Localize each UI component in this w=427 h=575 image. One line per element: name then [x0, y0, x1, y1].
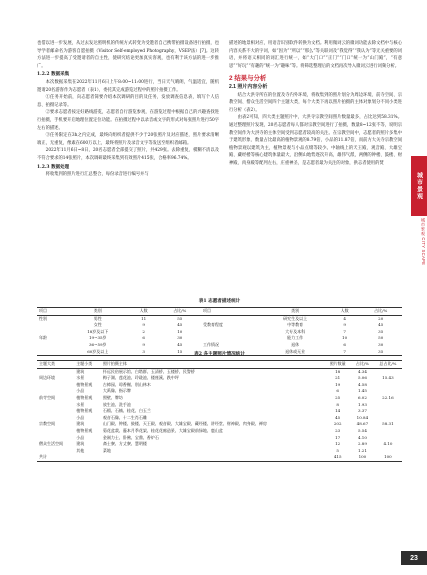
paragraph: 2022年11月6日~8日，20名志愿者全部提交了照片，共429张。去除重复、模糊不清以及不符合要求的14张照片，本次调研最终采集到有效照片415张，合格率96.74%。 — [37, 148, 219, 161]
table-cell: 1.93 — [357, 401, 367, 407]
table-row — [37, 375, 402, 382]
table-cell: 宗教空间 — [39, 421, 55, 427]
table-row — [37, 368, 402, 375]
section-tab-label: 城市景观 — [415, 172, 422, 200]
section-heading: 2 结果与分析 — [229, 75, 267, 83]
table-cell: 1.21 — [357, 447, 367, 453]
table-cell: 水景 — [76, 375, 85, 381]
table-cell: 年龄 — [39, 335, 47, 341]
table-cell: 石榴、石楠、桂花、白玉兰 — [102, 408, 151, 414]
table-cell: 中等教育 — [287, 322, 304, 328]
table-cell: 17 — [335, 434, 341, 440]
table-cell: 9 — [142, 341, 145, 347]
table-cell: 35 — [378, 328, 384, 334]
table-cell: 建筑 — [76, 421, 85, 427]
table-cell: 6 — [336, 388, 339, 394]
table-cell: 3 — [129, 349, 159, 356]
paragraph: ③任务限定在3h之内完成，最终向组织者提供不少于20张照片及对应描述，照片要求清晰端正，无重复，像素在600万以上，最终将照片及录音文字等发送至组织者邮箱。 — [37, 133, 219, 146]
table-cell: 22.16 — [382, 394, 394, 400]
table-cell: 100 — [374, 454, 402, 461]
table-cell: 3.37 — [357, 408, 367, 414]
column-header: 主题大类 — [37, 361, 74, 369]
table-cell — [37, 382, 74, 389]
table-cell: 共计 — [37, 454, 74, 461]
section-subtitle: 城市景观 CITY SCAPE — [421, 218, 426, 266]
table-cell: 9 — [142, 322, 145, 328]
table-cell: 5.06 — [357, 375, 367, 381]
table-cell: 2.89 — [357, 441, 367, 447]
table-cell: 大禹像、指示牌 — [102, 388, 131, 394]
table-row — [37, 435, 402, 442]
table-row — [37, 382, 402, 389]
section-heading: 1.2.2 数据采集 — [37, 72, 70, 78]
column-header: 类别 — [260, 308, 329, 316]
table-cell: 15.43 — [382, 375, 394, 381]
table-row — [37, 335, 402, 342]
table-cell: 研究生及以上 — [283, 315, 308, 321]
table-cell — [374, 388, 402, 395]
column-header: 主题小类 — [74, 361, 101, 369]
table-cell: 45 — [335, 414, 341, 420]
table-cell: 其他 — [76, 447, 85, 453]
table-cell: 小品 — [76, 388, 85, 394]
table-cell: 19 — [335, 381, 341, 387]
paragraph: ②要求志愿者按定好路线游览，志愿者自行游览参观，在游览过程中根据自己的兴趣查找进行拍摄，手机要开启地理位置定位功能。在拍摄过程中以录音或文字的形式对每张照片进行50字左右的描述。 — [37, 110, 219, 131]
subsection-heading: 2.1 照片内容分析 — [229, 83, 268, 90]
paragraph: 也借以进一步发展，从过去发达照明机的传统方式转变为受邀者自己携带拍摄设备进行拍摄，也导学者邮命名为游客自愿拍摄（Visitor Self-employed Photography，VSEP法）[7]。这转方法进一步提高了受邀请者的自主性，使研究结论更加真实客观，也有利于该方法的进一步推广。 — [37, 41, 219, 69]
table-cell — [374, 428, 402, 435]
table-cell: 30 — [378, 341, 384, 347]
column-header: 项目 — [201, 308, 260, 316]
table-row — [37, 421, 402, 428]
table-cell: 10 — [177, 328, 183, 334]
table-cell: 10.84 — [356, 414, 369, 420]
table-cell — [374, 415, 402, 422]
table-cell: 植物景观 — [76, 394, 93, 400]
table-cell: 6.02 — [357, 394, 367, 400]
volunteer-stats-table — [37, 307, 402, 356]
table-cell: 梅子湖、莲花池、玲珑池、楼座溪、跌中坪 — [102, 375, 179, 381]
table-cell: 415 — [324, 454, 351, 461]
table-cell — [374, 402, 402, 409]
table-cell: 建筑 — [76, 441, 85, 447]
table-cell: 6 — [142, 335, 145, 341]
page-number: 23 — [401, 551, 427, 565]
table-cell: 放生池、洗手池 — [102, 401, 131, 407]
left-column — [37, 40, 219, 179]
table-cell: 4.34 — [357, 368, 367, 374]
table-cell: 202 — [333, 421, 342, 427]
table-row — [37, 388, 402, 395]
table-cell: 退休或无业 — [260, 349, 329, 356]
table-cell: 小品 — [76, 434, 85, 440]
table-cell: 11 — [141, 315, 147, 321]
table-cell: 45 — [177, 341, 183, 347]
table-cell: 怀远民俗展示馆、白塔群、玉清桥、玉楼桥、民警桥 — [102, 368, 195, 374]
table-cell: 山门殿、钟楼、鼓楼、天王殿、观音殿、大雄宝殿、藏经楼、讲经堂、财神殿、肉身殿、禅房 — [102, 421, 267, 427]
photo-theme-table — [37, 360, 402, 462]
table-cell: 55 — [177, 315, 183, 321]
table-cell: 性别 — [39, 315, 47, 321]
table-cell: 19~35岁 — [89, 335, 107, 341]
table-cell: 前寺空间 — [39, 394, 55, 400]
table-cell — [374, 382, 402, 389]
paragraph: 描述的地景相对应，用语音识别软件转换为文档。利用微词云的微词功能去除文档中与核心内容关系不大的字词，如“因为”“所以”“那么”等关联词及“我觉得”“我认为”等无关重要的词语，并将语义相同的词汇进行统一，如“大门口”“正门”“门口”统一为“山门殿”，“有意思”“好玩”“有趣的”统一为“趣味”等。将筛选整理后的文档再次导入微词云进行词频分析。 — [229, 41, 402, 69]
paragraph: ①任务开始前，向志愿者简要介绍本次调研的目的及任务，发放调查信息表，填写个人信息、拍摄记录等。 — [37, 95, 219, 108]
table-cell — [37, 322, 67, 329]
table-cell: 35 — [359, 349, 402, 356]
table-cell — [101, 454, 325, 461]
table-row — [37, 395, 402, 402]
table-cell: 观音石像、十二生肖石雕 — [102, 414, 147, 420]
table-cell: 能力工作 — [287, 335, 304, 341]
table-row — [37, 342, 402, 349]
column-header: 总占比/% — [374, 361, 402, 369]
table-cell: 植物景观 — [76, 408, 93, 414]
table-cell: 小品 — [76, 414, 85, 420]
table-cell — [37, 388, 74, 395]
table-cell: 6 — [343, 341, 346, 347]
table-cell: 工作情况 — [203, 341, 219, 347]
table-cell: 菜地 — [102, 447, 111, 453]
table-cell: 25 — [335, 394, 341, 400]
table-cell: 10 — [342, 335, 348, 341]
table-cell — [374, 435, 402, 442]
table-cell: 5 — [336, 447, 339, 453]
table-cell: 14 — [335, 408, 341, 414]
table-cell: 退休 — [291, 341, 300, 347]
table-cell: 8 — [336, 401, 339, 407]
table-cell — [37, 408, 74, 415]
paragraph: 结合大洪寺所在的位置及寺内外环境，将收集到的照片划分为周边环境、前寺空间、宗教空间、僧众生活空间四个主题大类，每个大类下再以照片拍摄的主体对象划分不同小类进行分析（表2）。 — [229, 92, 402, 113]
column-header: 类别 — [67, 308, 129, 316]
table-cell — [374, 408, 402, 415]
table-cell: 1.45 — [357, 388, 367, 394]
table-row — [37, 454, 402, 461]
table-cell: 12 — [335, 441, 341, 447]
table-cell: 100 — [351, 454, 374, 461]
column-header: 占比/% — [351, 361, 374, 369]
table-cell: 建筑 — [76, 368, 85, 374]
right-column — [229, 40, 402, 168]
table-cell: 男性 — [93, 315, 102, 321]
table-row — [37, 428, 402, 435]
table-cell: 4 — [343, 315, 346, 321]
table-row — [37, 322, 402, 329]
table-cell: 15 — [159, 349, 201, 356]
table-row — [37, 408, 402, 415]
table-cell: 4.58 — [357, 381, 367, 387]
table-cell: 僧众生活空间 — [39, 441, 63, 447]
table-cell — [37, 428, 74, 435]
table-cell: 9 — [343, 322, 346, 328]
table-cell: 7 — [343, 328, 346, 334]
table-cell: 58.31 — [382, 421, 394, 427]
table-cell: 4.10 — [383, 441, 393, 447]
table-cell: 7 — [330, 349, 360, 356]
column-header: 占比/% — [159, 308, 201, 316]
table-cell: 照壁、牌坊 — [102, 394, 123, 400]
table-cell: 女性 — [93, 322, 102, 328]
table1-caption: 表1 志愿者描述统计 — [198, 299, 241, 304]
table-cell: 古樟园、琼香榭、别山林木 — [102, 381, 151, 387]
table-cell: 23 — [335, 427, 341, 433]
table-row — [37, 448, 402, 455]
table-cell — [201, 335, 260, 342]
table-cell: 大专及本科 — [285, 328, 306, 334]
table-cell: 45 — [378, 322, 384, 328]
table-cell: 5.54 — [357, 427, 367, 433]
table-cell: 45 — [177, 322, 183, 328]
table-cell: 水景 — [76, 401, 85, 407]
column-header: 项目 — [37, 308, 67, 316]
table-cell: 60岁及以上 — [67, 349, 129, 356]
table2-caption: 表2 各主题照片情况统计 — [194, 352, 245, 357]
table-cell — [201, 329, 260, 336]
table-cell: 48.67 — [356, 421, 369, 427]
table-cell — [374, 368, 402, 375]
table-cell: 周边环境 — [39, 375, 55, 381]
table-cell: 斋士寮、方丈寮、慧明楼 — [102, 441, 147, 447]
table-cell: 18岁及以下 — [87, 328, 109, 334]
table-cell: 金刚力士、卧佛、宝鼎、香炉石 — [102, 434, 159, 440]
table-cell: 30 — [177, 335, 183, 341]
section-heading: 1.2.3 数据处理 — [37, 164, 70, 170]
table-row — [37, 441, 402, 448]
table-cell: 2 — [142, 328, 145, 334]
table-cell: 18 — [335, 368, 341, 374]
column-header: 人数 — [330, 308, 360, 316]
column-header: 占比/% — [359, 308, 402, 316]
column-header: 照片数量 — [324, 361, 351, 369]
paragraph: 将收集到的照片进行汇总整合，每份录音进行编号并与 — [45, 172, 149, 178]
column-header: 人数 — [129, 308, 159, 316]
table-cell: 植物景观 — [76, 381, 93, 387]
table-cell: 植物景观 — [76, 427, 93, 433]
table-cell: 36~59岁 — [89, 341, 107, 347]
table-cell: 受教育程度 — [203, 322, 223, 328]
table-cell: 菊花盆栽、藤本月季花架、桂花花廊造景、大雄宝殿前绿地、鹿山盆 — [102, 427, 223, 433]
table-cell — [74, 454, 101, 461]
table-cell — [37, 342, 67, 349]
column-header: 照片拍摄主体 — [101, 361, 325, 369]
table-cell: 50 — [378, 335, 384, 341]
table-cell — [374, 448, 402, 455]
table-cell — [37, 402, 74, 409]
paragraph: 本次数据采集在2022年11月6日上午8:00~11:00进行，当日天气晴朗，气温适宜，随机邀请20名游客作为志愿者（表1），委托其完成游览过程中的照片拍摄工作。 — [37, 79, 219, 93]
table-cell: 20 — [378, 315, 384, 321]
table-cell: 4.10 — [357, 434, 367, 440]
table-cell: 21 — [335, 375, 341, 381]
paragraph: 由表2可知，四大类主题照片中，大洪寺宗教空间照片数量最多，占比达到58.31%。通过整理照片发现，20名志愿者每人都对宗教空间进行了拍摄，数量8~12张不等，说明宗教空间作为大洪寺的主体空间受到志愿者较高的关注。在宗教空间中，志愿者的照片多集中于建筑形象、数量占比最高的植物景观的8.79倍，小品的11.87倍，而前方大关寺宗教空间植物景观以建筑为主，植物景观与小品点缀等较少。中轴线上的天王殿、观音殿、大雄宝殿、藏经楼等核心建筑体量最大，沿侧山地势逐次升高，雄伟气派，两侧的钟楼、鼓楼、财神殿、肉身殿等配列左右，庄重神圣，是志愿者最为关注的对象，供志者使用的焚 — [229, 115, 402, 166]
section-tab — [411, 156, 427, 216]
